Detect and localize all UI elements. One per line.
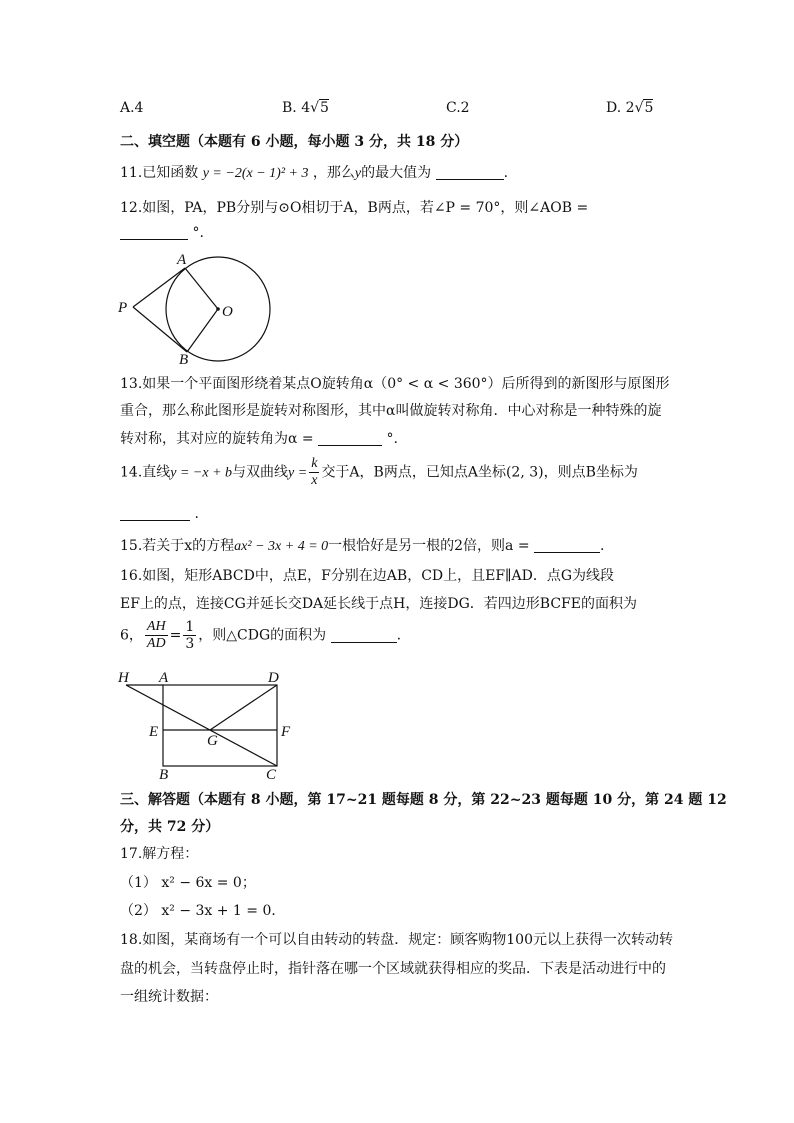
q16-frac1-den: AD (146, 636, 166, 652)
label-h: H (118, 670, 129, 686)
question-16-line3 (120, 619, 401, 652)
question-13-line2: 重合，那么称此图形是旋转对称图形，其中α叫做旋转对称角．中心对称是一种特殊的旋 (120, 403, 662, 419)
question-14-line2 (120, 506, 199, 522)
answer-blank[interactable] (436, 165, 504, 180)
choice-c: C.2 (446, 100, 470, 116)
label-b: B (159, 767, 169, 780)
question-11 (120, 162, 508, 182)
choice-d-coef: 2 (625, 100, 635, 116)
choice-b-coef: 4 (301, 100, 311, 116)
figure-tangent-circle (115, 248, 280, 366)
q15-prefix: 15.若关于x的方程 (120, 538, 235, 554)
q14-frac-num: k (309, 456, 319, 473)
q16-frac1-num: AH (145, 619, 168, 636)
label-a: A (177, 252, 187, 268)
q11-end: . (503, 165, 509, 181)
figure-rectangle (114, 668, 294, 780)
answer-blank[interactable] (318, 431, 382, 446)
answer-blank[interactable] (120, 225, 188, 240)
answer-blank[interactable] (534, 538, 600, 553)
q13-end: °. (386, 431, 398, 447)
label-c: C (266, 767, 277, 780)
label-b: B (179, 352, 189, 366)
tangent-pb (133, 307, 187, 352)
section2-title: 二、填空题（本题有 6 小题，每小题 3 分，共 18 分） (120, 134, 469, 150)
segment-dg (210, 685, 277, 730)
q11-var: y (354, 166, 362, 181)
choice-b (282, 100, 329, 116)
q16-end: . (396, 627, 402, 644)
answer-blank[interactable] (331, 628, 397, 643)
label-d: D (268, 670, 279, 686)
question-17-part2: （2） x² − 3x + 1 = 0． (120, 903, 286, 919)
q15-eq: ax² − 3x + 4 = 0 (234, 539, 329, 554)
q14-line-eq: y = −x + b (170, 465, 233, 481)
q14-mid: 与双曲线 (232, 464, 289, 481)
question-16-line2: EF上的点，连接CG并延长交DA延长线于点H，连接DG．若四边形BCFE的面积为 (120, 596, 637, 612)
q11-prefix: 11.已知函数 (120, 165, 199, 181)
q14-fraction (309, 456, 319, 489)
q16-frac2-num: 1 (185, 619, 195, 635)
q14-hyp-lhs: y = (288, 465, 308, 481)
q12-end: °. (192, 225, 204, 241)
center-point (216, 307, 220, 311)
q16-frac2-den: 3 (185, 636, 195, 653)
q16-eq: = (169, 627, 182, 644)
q11-mid: ，那么 (312, 165, 355, 181)
question-17-part1: （1） x² − 6x = 0； (120, 875, 256, 891)
q16-fraction-1 (145, 619, 168, 652)
q14-suffix: 交于A，B两点，已知点A坐标(2, 3)，则点B坐标为 (321, 464, 638, 481)
choice-d (606, 100, 653, 116)
choice-d-radicand: 5 (644, 100, 654, 116)
choice-b-radicand: 5 (320, 100, 329, 116)
question-13-line1: 13.如果一个平面图形绕着某点O旋转角α（0° < α < 360°）后所得到的新图形与原图形 (120, 376, 670, 392)
label-a: A (159, 670, 169, 686)
question-13-line3 (120, 428, 398, 448)
answer-blank[interactable] (120, 506, 190, 521)
sqrt-icon: √ (634, 100, 644, 116)
q16-line3a: 6， (120, 627, 143, 644)
question-16-line1: 16.如图，矩形ABCD中，点E，F分别在边AB，CD上，且EF∥AD．点G为线段 (120, 568, 615, 584)
label-f: F (281, 724, 291, 740)
q15-suffix: 一根恰好是另一根的2倍，则a = (328, 538, 530, 554)
label-p: P (118, 300, 128, 316)
q11-formula: y = −2(x − 1)² + 3 (202, 166, 309, 181)
q16-fraction-2 (183, 619, 196, 652)
tangent-pa (133, 268, 185, 307)
label-g: G (207, 733, 218, 749)
question-12-line2 (120, 225, 204, 241)
q15-end: . (600, 538, 605, 554)
radius-ob (187, 309, 218, 352)
sqrt-icon: √ (310, 100, 320, 116)
q16-line3b: ，则△CDG的面积为 (198, 627, 327, 644)
radius-oa (185, 268, 218, 309)
q14-frac-den: x (311, 473, 318, 489)
question-14-line1 (120, 456, 638, 489)
q14-prefix: 14.直线 (120, 464, 171, 481)
q14-end: . (194, 506, 199, 522)
label-o: O (222, 304, 233, 320)
choice-d-prefix: D. (606, 100, 622, 116)
question-12-line1: 12.如图，PA，PB分别与⊙O相切于A，B两点，若∠P = 70°，则∠AOB = (120, 200, 589, 216)
choice-b-prefix: B. (282, 100, 297, 116)
section3-title-line2: 分，共 72 分） (120, 819, 220, 835)
question-18-line2: 盘的机会，当转盘停止时，指针落在哪一个区域就获得相应的奖品．下表是活动进行中的 (120, 961, 666, 977)
q11-suffix: 的最大值为 (361, 165, 432, 181)
question-17-title: 17.解方程： (120, 846, 199, 862)
section3-title-line1: 三、解答题（本题有 8 小题，第 17~21 题每题 8 分，第 22~23 题每题 10 分，第 24 题 12 (120, 792, 727, 808)
q13-line3a: 转对称，其对应的旋转角为α = (120, 431, 314, 447)
question-18-line1: 18.如图，某商场有一个可以自由转动的转盘．规定：顾客购物100元以上获得一次转动转 (120, 932, 673, 948)
question-18-line3: 一组统计数据： (120, 989, 218, 1005)
label-e: E (149, 724, 159, 740)
question-15 (120, 535, 604, 555)
choice-a: A.4 (120, 100, 144, 116)
